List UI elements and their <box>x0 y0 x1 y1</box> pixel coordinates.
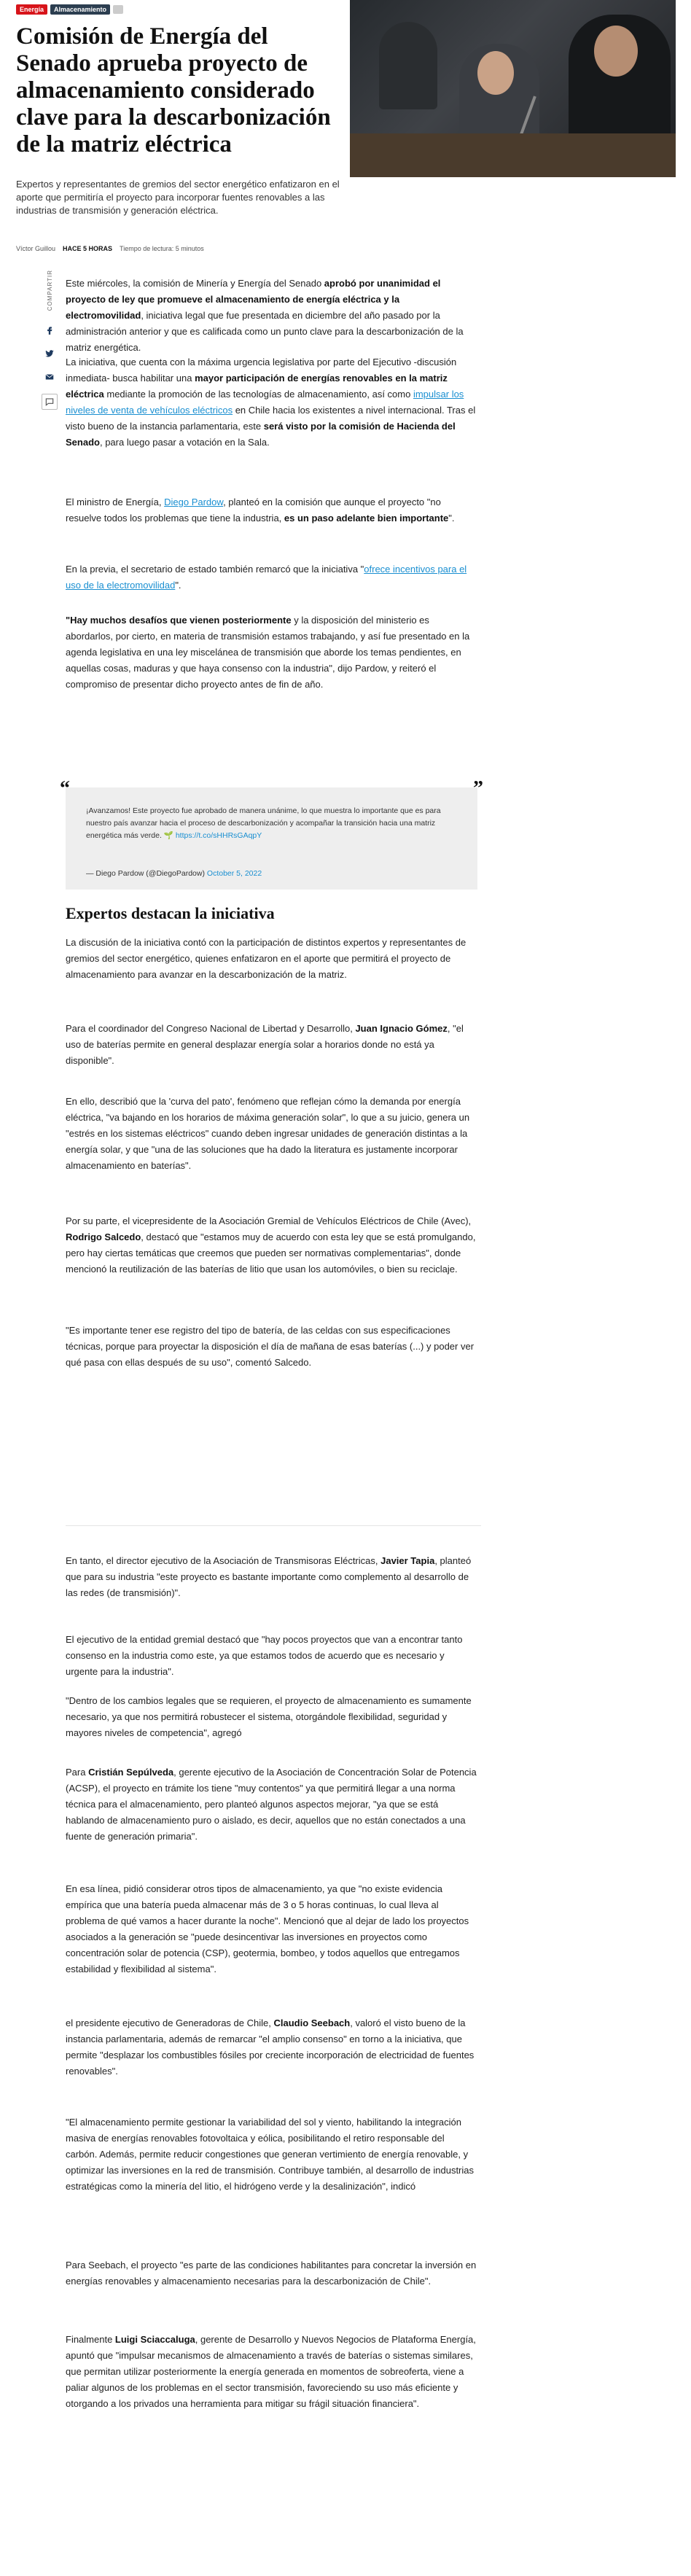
tag-list <box>16 4 123 15</box>
paragraph-4: En la previa, el secretario de estado también remarcó que la iniciativa "ofrece incentivos para el uso de la electromovilidad". <box>66 564 467 591</box>
paragraph-16: el presidente ejecutivo de Generadoras de Chile, Claudio Seebach, valoró el visto bueno de la instancia parlamentaria, además de remarcar "el amplio consenso" en torno a la iniciativa, que permite "desplazar los combustibles fósiles por creciente incorporación de electricidad de fuentes renovables". <box>66 2017 475 2077</box>
reading-time: Tiempo de lectura: 5 minutos <box>120 245 204 252</box>
paragraph-12: El ejecutivo de la entidad gremial destacó que "hay pocos proyectos que van a encontrar tanto consenso en la industria como este, ya que estamos todos de acuerdo que es necesario y urgente para la industria". <box>66 1634 463 1677</box>
tweet-signature: — Diego Pardow (@DiegoPardow) October 5, 2022 <box>86 869 262 878</box>
tweet-date-link[interactable]: October 5, 2022 <box>206 869 262 878</box>
tweet-link[interactable]: https://t.co/sHHRsGAqpY <box>175 831 262 840</box>
twitter-icon[interactable] <box>43 347 56 360</box>
paragraph-8: En ello, describió que la 'curva del pato', fenómeno que reflejan cómo la demanda por energía eléctrica, "va bajando en los horarios de máxima generación solar", lo que a su juicio, genera un "estrés en los sistemas eléctricos" cuando deben ingresar unidades de generación distintas a la energía solar, y que "una de las soluciones que ha dado la literatura es justamente incorporar almacenamiento en baterías". <box>66 1096 470 1171</box>
paragraph-11: En tanto, el director ejecutivo de la Asociación de Transmisoras Eléctricas, Javier Tapia, planteó que para su industria "este proyecto es bastante importante como complemento al desarrollo de las redes (de transmisión)". <box>66 1555 472 1598</box>
article-header <box>0 0 691 241</box>
article-lede: Expertos y representantes de gremios del sector energético enfatizaron en el aporte que permitiría el proyecto para incorporar fuentes renovables a las industrias de transmisión y generación eléctrica. <box>16 179 340 216</box>
byline <box>16 245 204 252</box>
paragraph-10: "Es importante tener ese registro del tipo de batería, de las celdas con sus especificaciones técnicas, porque para proyectar la disposición el día de mañana de esas baterías (...) y poder ver qué pasa con ellas después de su uso", comentó Salcedo. <box>66 1325 475 1368</box>
paragraph-18: Para Seebach, el proyecto "es parte de las condiciones habilitantes para concretar la inversión en energías renovables y almacenamiento necesarias para la descarbonización de Chile". <box>66 2260 477 2287</box>
paragraph-13: "Dentro de los cambios legales que se requieren, el proyecto de almacenamiento es sumamente necesario, ya que nos permitirá robustecer el sistema, otorgándole flexibilidad, seguridad y mayores niveles de competencia", agregó <box>66 1695 472 1738</box>
paragraph-5: "Hay muchos desafíos que vienen posteriormente y la disposición del ministerio es abordarlos, por cierto, en materia de transmisión estamos trabajando, y así fue presentado en la agenda legislativa en una ley miscelánea de transmisión que aborde los temas pendientes, en aquellas cosas, maduras y que haya consenso con la industria", dijo Pardow, y reiteró el compromiso de presentar dicho proyecto antes de fin de año. <box>66 615 470 690</box>
open-quote-icon: “ <box>60 777 70 800</box>
link-diego-pardow[interactable]: Diego Pardow <box>164 497 224 507</box>
more-tags-icon[interactable] <box>113 5 123 14</box>
hero-photo <box>350 0 676 177</box>
section-heading: Expertos destacan la iniciativa <box>66 904 275 922</box>
tag-almacenamiento[interactable]: Almacenamiento <box>50 4 110 15</box>
paragraph-17: "El almacenamiento permite gestionar la variabilidad del sol y viento, habilitando la integración masiva de energías renovables fotovoltaica y eólica, posibilitando el retiro responsable del carbón. Además, permite reducir congestiones que generan vertimiento de energía renovable, y optimizar las inversiones en la red de transmisión. Contribuye también, al desarrollo de industrias estratégicas como la minería del litio, el hidrógeno verde y la desalinización", indicó <box>66 2117 474 2192</box>
tag-energia[interactable]: Energía <box>16 4 47 15</box>
paragraph-6: La discusión de la iniciativa contó con la participación de distintos expertos y representantes de gremios del sector energético, quienes enfatizaron en el aporte que permitirá el proyecto de almacenamiento para avanzar en la descarbonización de la matriz. <box>66 937 466 980</box>
author-name[interactable]: Víctor Guillou <box>16 245 56 252</box>
email-icon[interactable] <box>43 370 56 384</box>
facebook-icon[interactable] <box>43 324 56 337</box>
link-electromovilidad[interactable]: ofrece incentivos para el uso de la electromovilidad <box>66 564 467 591</box>
page-title: Comisión de Energía del Senado aprueba proyecto de almacenamiento considerado clave para la descarbonización de la matriz eléctrica <box>16 23 331 157</box>
paragraph-7: Para el coordinador del Congreso Nacional de Libertad y Desarrollo, Juan Ignacio Gómez, "el uso de baterías permite en general desplazar energía solar a horarios donde no está ya disponible". <box>66 1023 464 1066</box>
share-label: COMPARTIR <box>46 270 53 311</box>
paragraph-15: En esa línea, pidió considerar otros tipos de almacenamiento, ya que "no existe evidencia empírica que una batería pueda almacenar más de 3 o 5 horas continuas, lo cual lleva al problema de qué vamos a hacer durante la noche". Mencionó que al dejar de lado los proyectos asociados a la generación se "puede desincentivar las inversiones en proyectos como concentración solar de potencia (CSP), geotermia, bombeo, y todos aquellos que entregamos estabilidad y flexibilidad al sistema". <box>66 1883 469 1974</box>
link-vehiculos-electricos[interactable]: impulsar los niveles de venta de vehículos eléctricos <box>66 389 464 416</box>
comment-icon[interactable] <box>42 394 58 410</box>
paragraph-3: El ministro de Energía, Diego Pardow, planteó en la comisión que aunque el proyecto "no resuelve todos los problemas que tiene la industria, es un paso adelante bien importante". <box>66 497 455 524</box>
tweet-text: ¡Avanzamos! Este proyecto fue aprobado de manera unánime, lo que muestra lo importante que es para nuestro país avanzar hacia el proceso de descarbonización y acompañar la transición hacia una matriz energética más verde. 🌱 https://t.co/sHHRsGAqpY <box>86 806 441 840</box>
embedded-tweet <box>60 777 483 890</box>
paragraph-14: Para Cristián Sepúlveda, gerente ejecutivo de la Asociación de Concentración Solar de Potencia (ACSP), el proyecto en trámite los tiene "muy contentos" ya que permitirá llegar a una norma técnica para el almacenamiento, pero planteó algunos aspectos mejorar, "ya que se está hablando de almacenamiento puro o aislado, es decir, aquellos que no están conectados a una fuente de generación primaria". <box>66 1767 477 1842</box>
share-rail <box>40 270 59 410</box>
paragraph-2: La iniciativa, que cuenta con la máxima urgencia legislativa por parte del Ejecutivo -discusión inmediata- busca habilitar una mayor participación de energías renovables en la matriz eléctrica mediante la promoción de las tecnologías de almacenamiento, así como impulsar los niveles de venta de vehículos eléctricos en Chile hacia los existentes a nivel internacional. Tras el visto bueno de la instancia parlamentaria, este será visto por la comisión de Hacienda del Senado, para luego pasar a votación en la Sala. <box>66 357 476 448</box>
ad-divider <box>66 1525 481 1526</box>
paragraph-19: Finalmente Luigi Sciaccaluga, gerente de Desarrollo y Nuevos Negocios de Plataforma Energía, apuntó que "impulsar mecanismos de almacenamiento a través de baterías o sistemas similares, que permitan utilizar posteriormente la energía generada en momentos de sobreoferta, viene a paliar algunos de los problemas en el sector transmisión, favoreciendo su uso más eficiente y otorgando a los privados una herramienta para mitigar su frágil situación financiera". <box>66 2334 476 2409</box>
paragraph-9: Por su parte, el vicepresidente de la Asociación Gremial de Vehículos Eléctricos de Chile (Avec), Rodrigo Salcedo, destacó que "estamos muy de acuerdo con esta ley que se está promulgando, pero hay ciertas temáticas que creemos que pueden ser normativas complementarias", donde mencionó la reutilización de las baterías de litio que usan los automóviles, o bien su reciclaje. <box>66 1215 476 1275</box>
paragraph-1: Este miércoles, la comisión de Minería y Energía del Senado aprobó por unanimidad el proyecto de ley que promueve el almacenamiento de energía eléctrica y la electromovilidad, iniciativa legal que fue presentada en diciembre del año pasado por la administración anterior y que es calificada como un punto clave para la descarbonización de la matriz energética. <box>66 278 464 353</box>
publish-time: HACE 5 HORAS <box>63 245 113 252</box>
close-quote-icon: ” <box>473 777 483 800</box>
